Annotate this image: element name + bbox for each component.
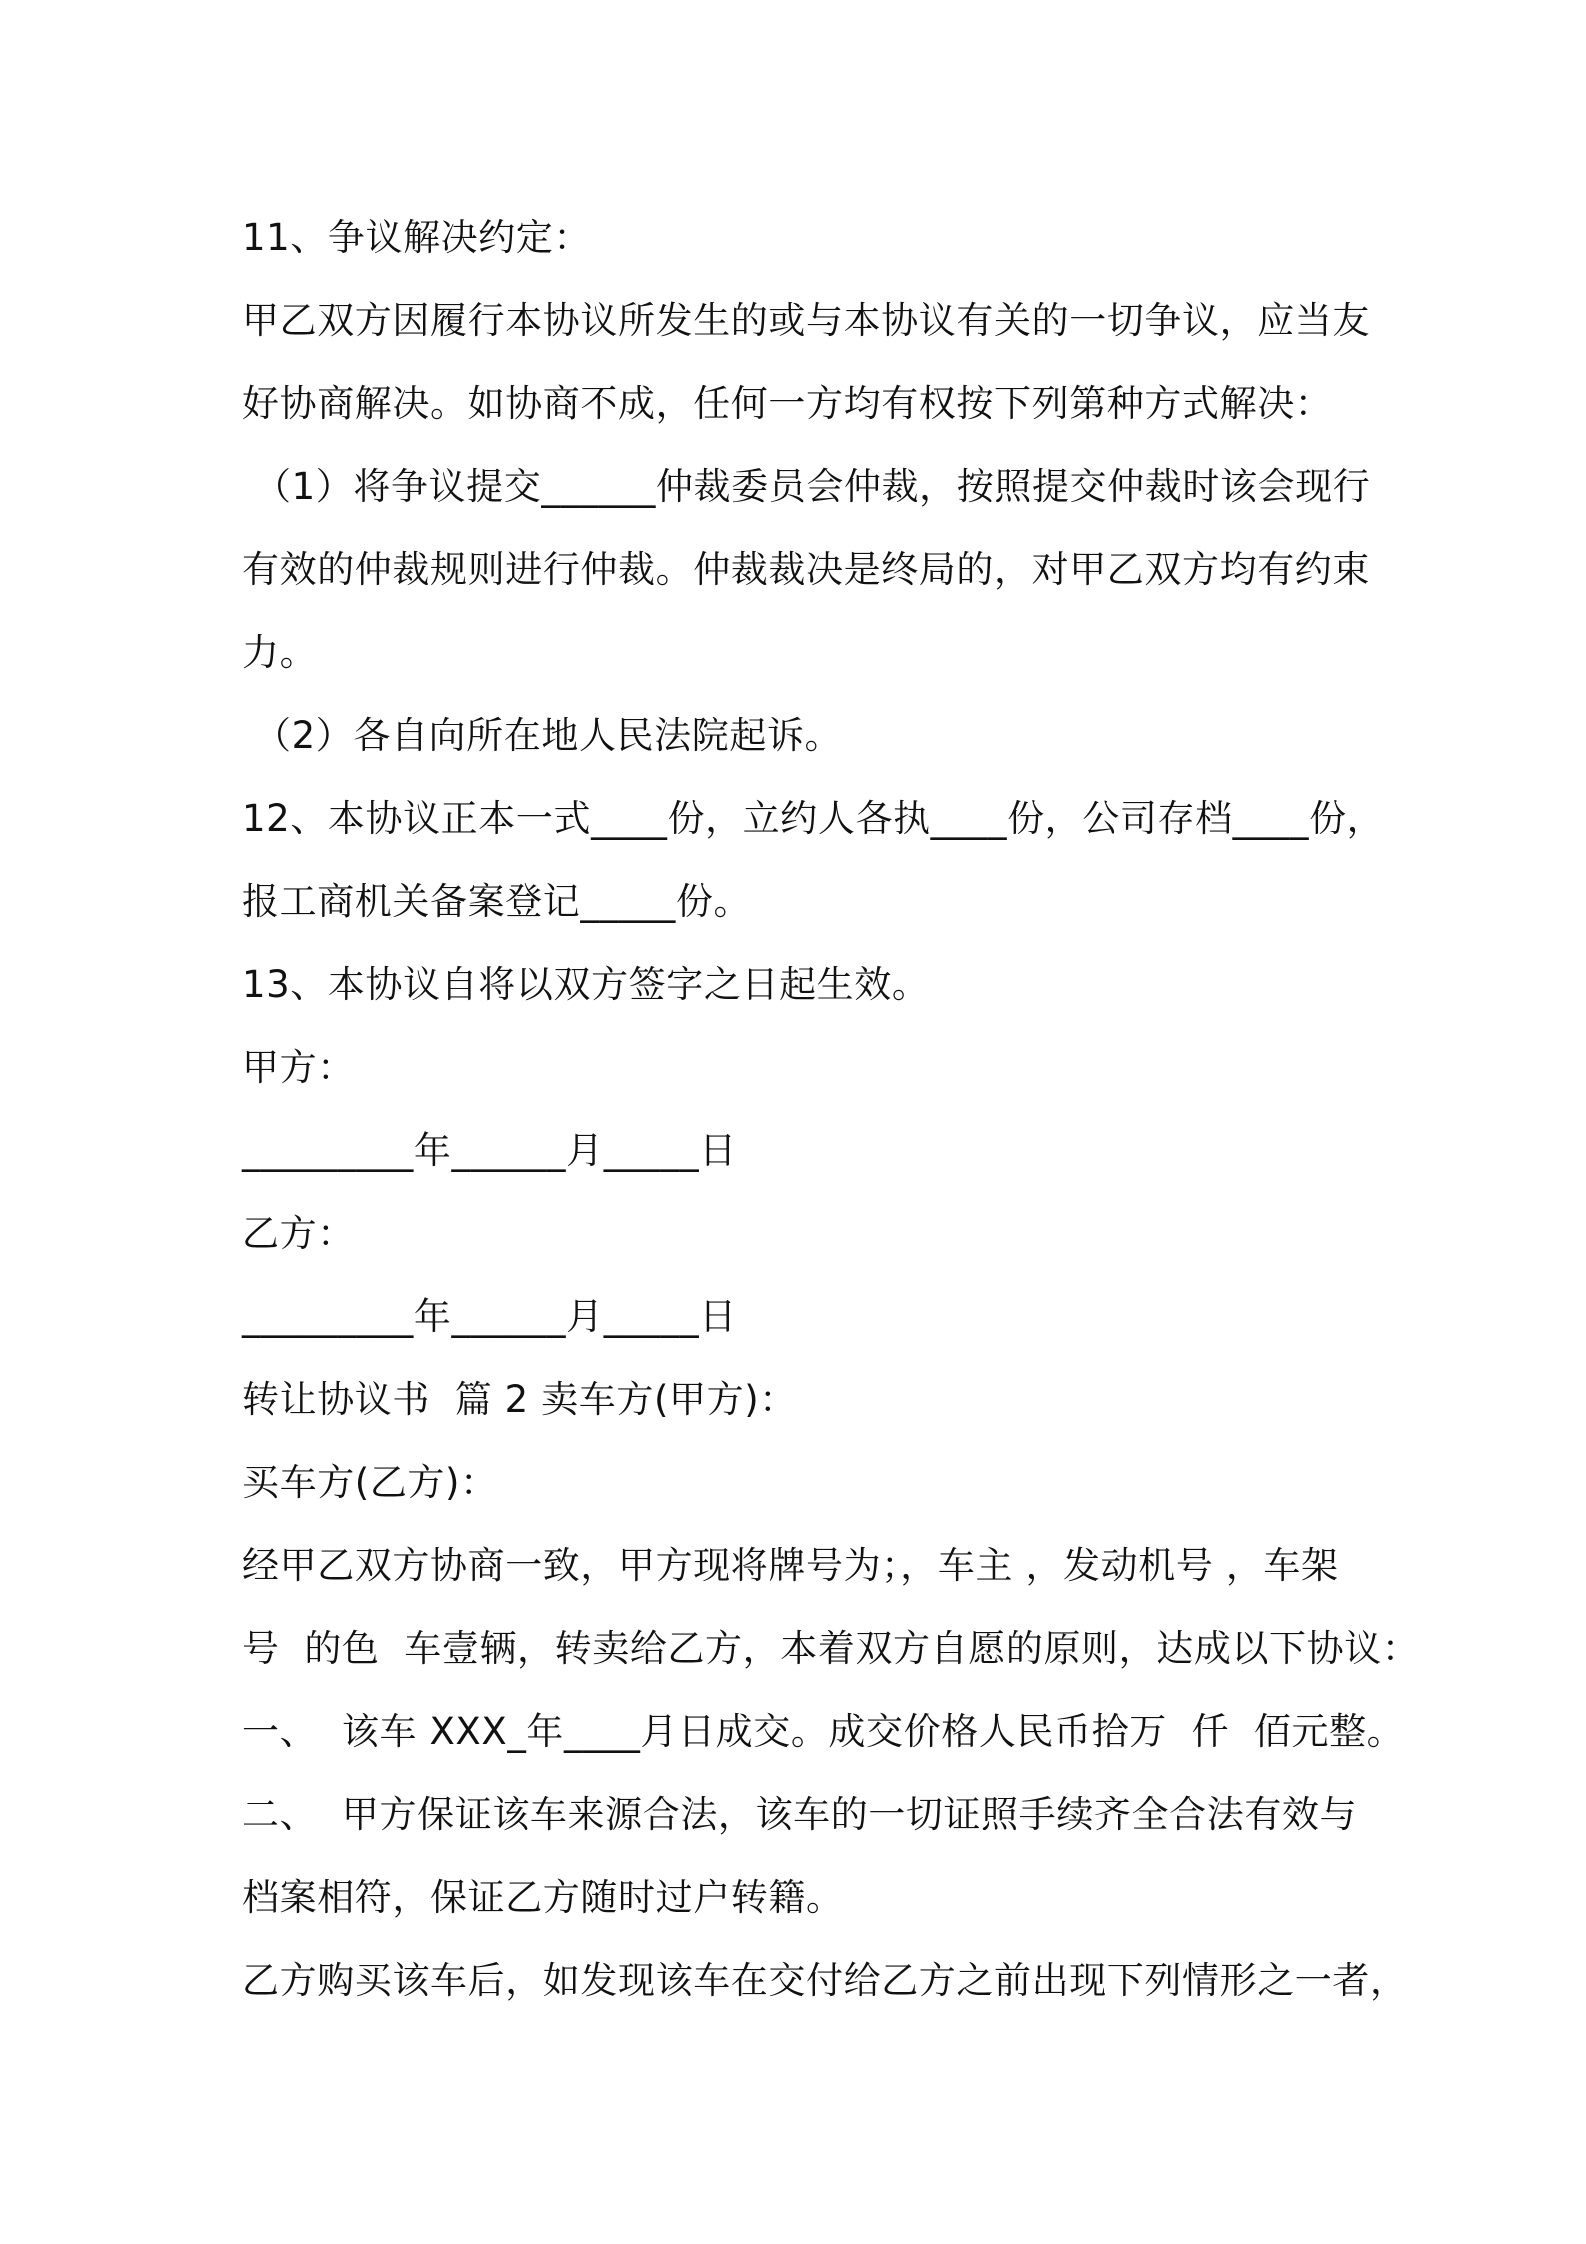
party-a-date-line: _________年______月_____日 [242,1129,737,1172]
clause-11-text-line-2: 好协商解决。如协商不成，任何一方均有权按下列第种方式解决： [242,382,1333,425]
agreement-2-title: 转让协议书 篇 2 卖车方(甲方)： [242,1378,797,1421]
agreement-2-paragraph: 乙方购买该车后，如发现该车在交付给乙方之前出现下列情形之一者， [242,1959,1408,2002]
clause-12-line-2: 报工商机关备案登记_____份。 [242,880,752,923]
party-b-date-line: _________年______月_____日 [242,1295,737,1338]
clause-12-line-1: 12、本协议正本一式____份，立约人各执____份，公司存档____份， [242,797,1385,840]
agreement-2-item-1: 一、 该车 XXX_年____月日成交。成交价格人民币拾万 仟 佰元整。 [242,1710,1405,1753]
buyer-label: 买车方(乙方)： [242,1461,498,1504]
agreement-2-item-2-line-2: 档案相符，保证乙方随时过户转籍。 [242,1876,844,1919]
agreement-2-intro-line-2: 号 的色 车壹辆，转卖给乙方，本着双方自愿的原则，达成以下协议： [242,1627,1420,1670]
party-a-label: 甲方： [242,1046,355,1089]
clause-13: 13、本协议自将以双方签字之日起生效。 [242,963,930,1006]
clause-11-option-2: （2）各自向所在地人民法院起诉。 [254,714,843,757]
clause-11-option-1-line-2: 有效的仲裁规则进行仲裁。仲裁裁决是终局的，对甲乙双方均有约束 [242,548,1370,591]
agreement-2-item-2-line-1: 二、 甲方保证该车来源合法，该车的一切证照手续齐全合法有效与 [242,1793,1358,1836]
clause-11-text-line-1: 甲乙双方因履行本协议所发生的或与本协议有关的一切争议，应当友 [242,299,1370,342]
clause-11-option-1-line-3: 力。 [242,631,318,674]
party-b-label: 乙方： [242,1212,355,1255]
document-body [242,196,1420,2022]
clause-11-option-1-line-1: （1）将争议提交______仲裁委员会仲裁，按照提交仲裁时该会现行 [254,465,1371,508]
clause-11-heading: 11、争议解决约定： [242,216,592,259]
agreement-2-intro-line-1: 经甲乙双方协商一致，甲方现将牌号为；，车主 ，发动机号 ，车架 [242,1544,1339,1587]
